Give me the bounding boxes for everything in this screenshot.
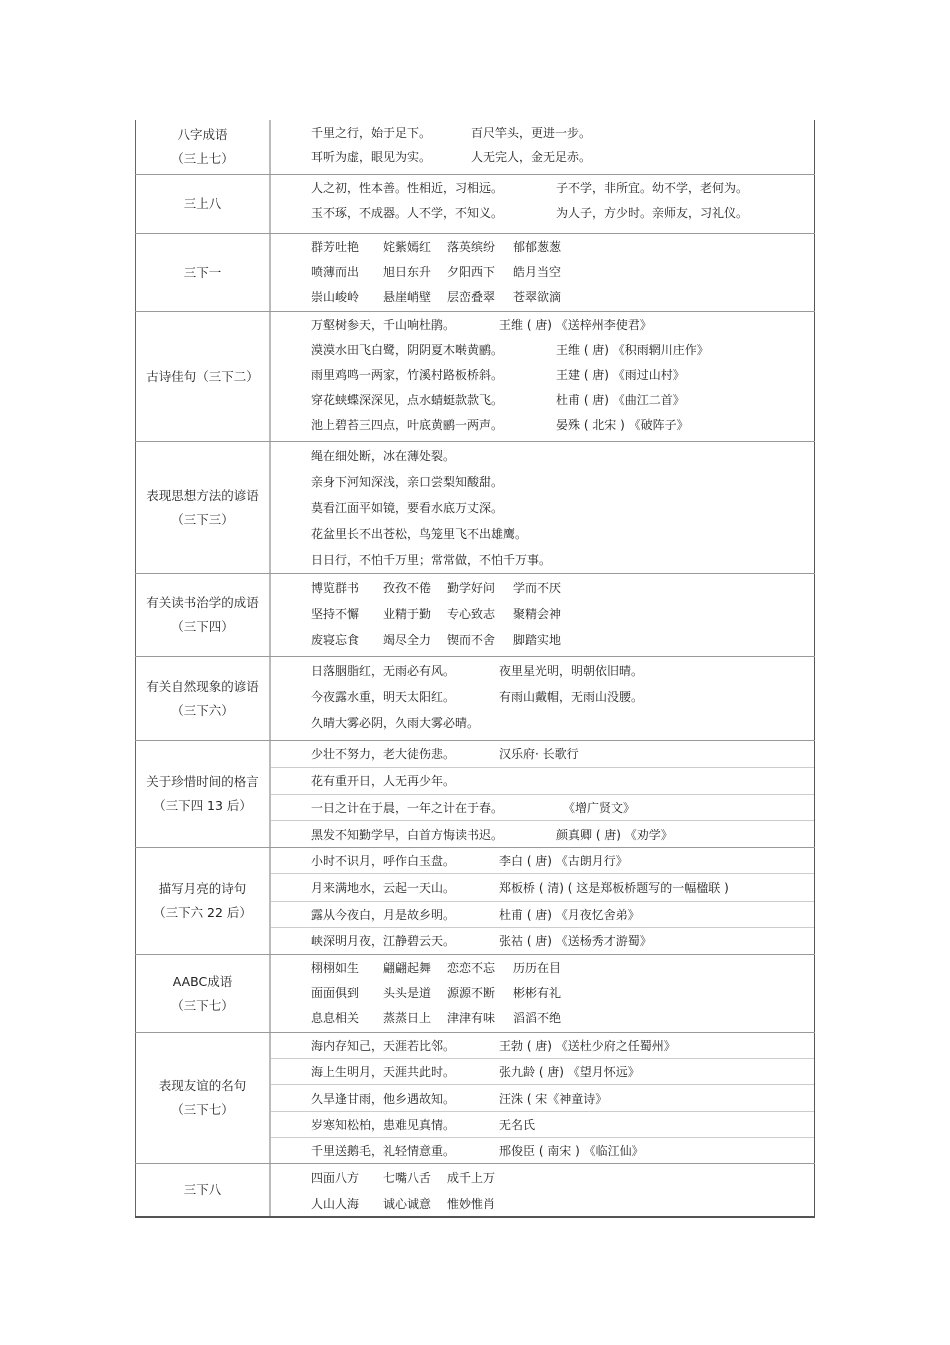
content-line [271, 1005, 814, 1030]
row-content [271, 120, 815, 174]
content-text: 崇山峻岭 [311, 290, 360, 304]
content-text: 黑发不知勤学早，白首方悔读书迟。 [311, 827, 504, 842]
content-text: 峡深明月夜，江静碧云天。 [311, 934, 456, 949]
content-text: 玉不琢，不成器。人不学，不知义。 [311, 206, 504, 220]
content-text: 业精于勤 [383, 606, 432, 621]
content-text: 绳在细处断，冰在薄处裂。 [311, 448, 456, 463]
content-text: 专心致志 [447, 606, 496, 621]
content-line [271, 820, 814, 847]
content-line [271, 144, 814, 168]
table-row [135, 175, 815, 234]
content-text: 夕阳西下 [447, 265, 496, 279]
row-label-line: 八字成语 [177, 127, 228, 142]
content-text: 颜真卿 ( 唐) 《劝学》 [556, 827, 673, 842]
content-text: 人之初，性本善。性相近，习相远。 [311, 181, 504, 195]
content-text: 坚持不懈 [311, 606, 360, 621]
row-label [135, 955, 271, 1032]
content-line [271, 120, 814, 144]
content-text: 姹紫嫣红 [383, 240, 432, 254]
row-label [135, 657, 271, 740]
content-text: 小时不识月，呼作白玉盘。 [311, 854, 456, 869]
row-label-line: （三上七） [171, 151, 234, 166]
content-text: 锲而不舍 [447, 632, 496, 647]
row-content [271, 741, 815, 847]
content-text: 海上生明月，天涯共此时。 [311, 1065, 456, 1080]
content-text: 晏殊 ( 北宋 ) 《破阵子》 [556, 418, 689, 432]
row-label-line: （三下四） [171, 619, 234, 634]
content-line [271, 626, 814, 652]
content-line [271, 546, 814, 572]
content-text: 千里之行，始于足下。 [311, 125, 432, 140]
row-label-line: 三上八 [183, 196, 222, 211]
content-line [271, 200, 814, 225]
row-label-line: （三下七） [171, 1102, 234, 1117]
content-text: 池上碧苔三四点，叶底黄鹂一两声。 [311, 418, 504, 432]
content-text: 百尺竿头，更进一步。 [471, 125, 592, 140]
content-line [271, 927, 814, 954]
content-text: 竭尽全力 [383, 632, 432, 647]
content-text: 子不学，非所宜。幼不学，老何为。 [556, 181, 749, 195]
content-text: 孜孜不倦 [383, 580, 432, 595]
content-text: 《增广贤文》 [563, 800, 636, 815]
row-label-line: 有关读书治学的成语 [146, 595, 259, 610]
content-text: 花有重开日，人无再少年。 [311, 774, 456, 789]
row-label-line: 古诗佳句（三下二） [146, 368, 259, 384]
row-label-line: 三下八 [183, 1182, 222, 1197]
content-text: 苍翠欲滴 [513, 290, 562, 304]
content-text: 蒸蒸日上 [383, 1011, 432, 1025]
content-text: 亲身下河知深浅，亲口尝梨知酸甜。 [311, 474, 504, 489]
content-text: 历历在目 [513, 961, 562, 975]
content-text: 王建 ( 唐) 《雨过山村》 [556, 368, 685, 382]
content-text: 喷薄而出 [311, 265, 360, 279]
content-text: 汉乐府· 长歌行 [499, 747, 579, 762]
content-text: 王维 ( 唐) 《积雨辋川庄作》 [556, 343, 709, 357]
row-content [271, 955, 815, 1032]
content-line [271, 980, 814, 1005]
row-label-line: （三下三） [171, 511, 234, 527]
content-text: 废寝忘食 [311, 632, 360, 647]
row-content [271, 175, 815, 233]
row-label-line: AABC成语 [172, 973, 233, 989]
content-line [271, 1111, 814, 1137]
content-text: 张九龄 ( 唐) 《望月怀远》 [499, 1065, 640, 1080]
row-label-line: 表现思想方法的谚语 [146, 487, 259, 503]
content-text: 有雨山戴帽，无雨山没腰。 [499, 689, 644, 704]
content-text: 日日行，不怕千万里；常常做，不怕千万事。 [311, 552, 552, 567]
content-line [271, 387, 814, 412]
content-line [271, 657, 814, 683]
row-label [135, 312, 271, 441]
table-row [135, 574, 815, 657]
content-line [271, 1190, 814, 1216]
content-text: 聚精会神 [513, 606, 562, 621]
table-row [135, 657, 815, 741]
table-row [135, 848, 815, 955]
content-text: 恋恋不忘 [447, 961, 496, 975]
content-line [271, 683, 814, 709]
content-text: 莫看江面平如镜，要看水底万丈深。 [311, 500, 504, 515]
content-text: 栩栩如生 [311, 961, 360, 975]
content-text: 邢俊臣 ( 南宋 ) 《临江仙》 [499, 1143, 644, 1158]
row-content [271, 848, 815, 954]
content-text: 王勃 ( 唐) 《送杜少府之任蜀州》 [499, 1039, 676, 1054]
content-text: 津津有味 [447, 1011, 496, 1025]
table-row [135, 312, 815, 442]
content-line [271, 767, 814, 794]
content-text: 今夜露水重，明天太阳红。 [311, 689, 456, 704]
content-text: 彬彬有礼 [513, 986, 562, 1000]
row-label [135, 234, 271, 311]
table-row [135, 234, 815, 312]
content-text: 息息相关 [311, 1011, 360, 1025]
content-text: 头头是道 [383, 986, 432, 1000]
content-line [271, 175, 814, 200]
content-line [271, 709, 814, 735]
content-line [271, 362, 814, 387]
content-text: 群芳吐艳 [311, 240, 360, 254]
content-line [271, 234, 814, 259]
content-text: 王维 ( 唐) 《送梓州李使君》 [499, 318, 652, 332]
table-row [135, 442, 815, 574]
row-label [135, 741, 271, 847]
content-text: 岁寒知松柏，患难见真情。 [311, 1117, 456, 1132]
content-text: 诚心诚意 [383, 1196, 432, 1211]
content-text: 为人子，方少时。亲师友，习礼仪。 [556, 206, 749, 220]
content-text: 汪洙 ( 宋《神童诗》 [499, 1091, 608, 1106]
content-line [271, 955, 814, 980]
content-text: 万壑树参天，千山响杜鹃。 [311, 318, 456, 332]
content-line [271, 520, 814, 546]
content-text: 一日之计在于晨，一年之计在于春。 [311, 800, 504, 815]
content-text: 久旱逢甘雨，他乡遇故知。 [311, 1091, 456, 1106]
content-text: 落英缤纷 [447, 240, 496, 254]
content-table [135, 120, 815, 1218]
content-text: 李白 ( 唐) 《古朗月行》 [499, 854, 628, 869]
row-label-line: 关于珍惜时间的格言 [146, 774, 259, 789]
content-text: 漠漠水田飞白鹭，阴阴夏木啭黄鹂。 [311, 343, 504, 357]
content-text: 穿花蛱蝶深深见，点水蜻蜓款款飞。 [311, 393, 504, 407]
content-text: 雨里鸡鸣一两家，竹溪村路板桥斜。 [311, 368, 504, 382]
content-line [271, 1084, 814, 1110]
row-label [135, 175, 271, 233]
table-row [135, 120, 815, 175]
content-line [271, 284, 814, 309]
content-text: 成千上万 [447, 1170, 496, 1185]
content-text: 露从今夜白，月是故乡明。 [311, 907, 456, 922]
content-line [271, 412, 814, 437]
content-text: 层峦叠翠 [447, 290, 496, 304]
content-line [271, 741, 814, 767]
content-line [271, 574, 814, 600]
row-label-line: （三下七） [171, 997, 234, 1013]
content-text: 耳听为虚，眼见为实。 [311, 149, 432, 164]
content-text: 滔滔不绝 [513, 1011, 562, 1025]
row-content [271, 1164, 815, 1216]
content-line [271, 794, 814, 821]
content-line [271, 442, 814, 468]
row-content [271, 234, 815, 311]
row-label [135, 1033, 271, 1163]
row-content [271, 574, 815, 656]
content-text: 七嘴八舌 [383, 1170, 432, 1185]
content-line [271, 1164, 814, 1190]
content-text: 学而不厌 [513, 580, 562, 595]
content-text: 面面俱到 [311, 986, 360, 1000]
row-label-line: 表现友谊的名句 [158, 1078, 247, 1093]
row-label-line: 三下一 [183, 264, 222, 280]
content-line [271, 600, 814, 626]
content-text: 旭日东升 [383, 265, 432, 279]
content-line [271, 337, 814, 362]
content-line [271, 259, 814, 284]
table-row [135, 955, 815, 1033]
row-label [135, 574, 271, 656]
table-row [135, 1033, 815, 1164]
content-text: 源源不断 [447, 986, 496, 1000]
content-line [271, 468, 814, 494]
content-line [271, 1058, 814, 1084]
content-text: 翩翩起舞 [383, 961, 432, 975]
row-label-line: 有关自然现象的谚语 [146, 678, 259, 694]
content-text: 杜甫 ( 唐) 《曲江二首》 [556, 393, 685, 407]
row-content [271, 1033, 815, 1163]
content-line [271, 1033, 814, 1058]
row-label-line: 描写月亮的诗句 [158, 881, 247, 896]
content-line [271, 312, 814, 337]
content-text: 博览群书 [311, 580, 360, 595]
row-label [135, 848, 271, 954]
content-text: 悬崖峭壁 [383, 290, 432, 304]
content-text: 无名氏 [499, 1117, 536, 1132]
row-label [135, 1164, 271, 1216]
row-content [271, 442, 815, 573]
content-text: 海内存知己，天涯若比邻。 [311, 1039, 456, 1054]
content-text: 日落胭脂红，无雨必有风。 [311, 663, 456, 678]
content-text: 杜甫 ( 唐) 《月夜忆舍弟》 [499, 907, 640, 922]
table-row [135, 1164, 815, 1218]
table-row [135, 741, 815, 848]
row-label-line: （三下六 22 后） [153, 905, 252, 920]
row-content [271, 312, 815, 441]
content-text: 郁郁葱葱 [513, 240, 562, 254]
content-line [271, 901, 814, 927]
content-line [271, 848, 814, 873]
row-content [271, 657, 815, 740]
content-text: 人山人海 [311, 1196, 360, 1211]
content-line [271, 873, 814, 900]
content-text: 人无完人，金无足赤。 [471, 149, 592, 164]
content-text: 夜里星光明，明朝依旧晴。 [499, 663, 644, 678]
row-label-line: （三下四 13 后） [153, 798, 252, 813]
content-line [271, 494, 814, 520]
content-text: 勤学好问 [447, 580, 496, 595]
content-text: 惟妙惟肖 [447, 1196, 496, 1211]
row-label [135, 120, 271, 174]
content-text: 脚踏实地 [513, 632, 562, 647]
content-text: 花盆里长不出苍松，鸟笼里飞不出雄鹰。 [311, 526, 528, 541]
content-text: 久晴大雾必阴，久雨大雾必晴。 [311, 715, 480, 730]
row-label-line: （三下六） [171, 702, 234, 718]
content-text: 郑板桥 ( 清) ( 这是郑板桥题写的一幅楹联 ) [499, 880, 729, 895]
content-text: 少壮不努力，老大徒伤悲。 [311, 747, 456, 762]
content-text: 月来满地水，云起一天山。 [311, 880, 456, 895]
content-text: 千里送鹅毛，礼轻情意重。 [311, 1143, 456, 1158]
row-label [135, 442, 271, 573]
content-text: 四面八方 [311, 1170, 360, 1185]
content-text: 皓月当空 [513, 265, 562, 279]
content-text: 张祜 ( 唐) 《送杨秀才游蜀》 [499, 934, 652, 949]
content-line [271, 1137, 814, 1163]
